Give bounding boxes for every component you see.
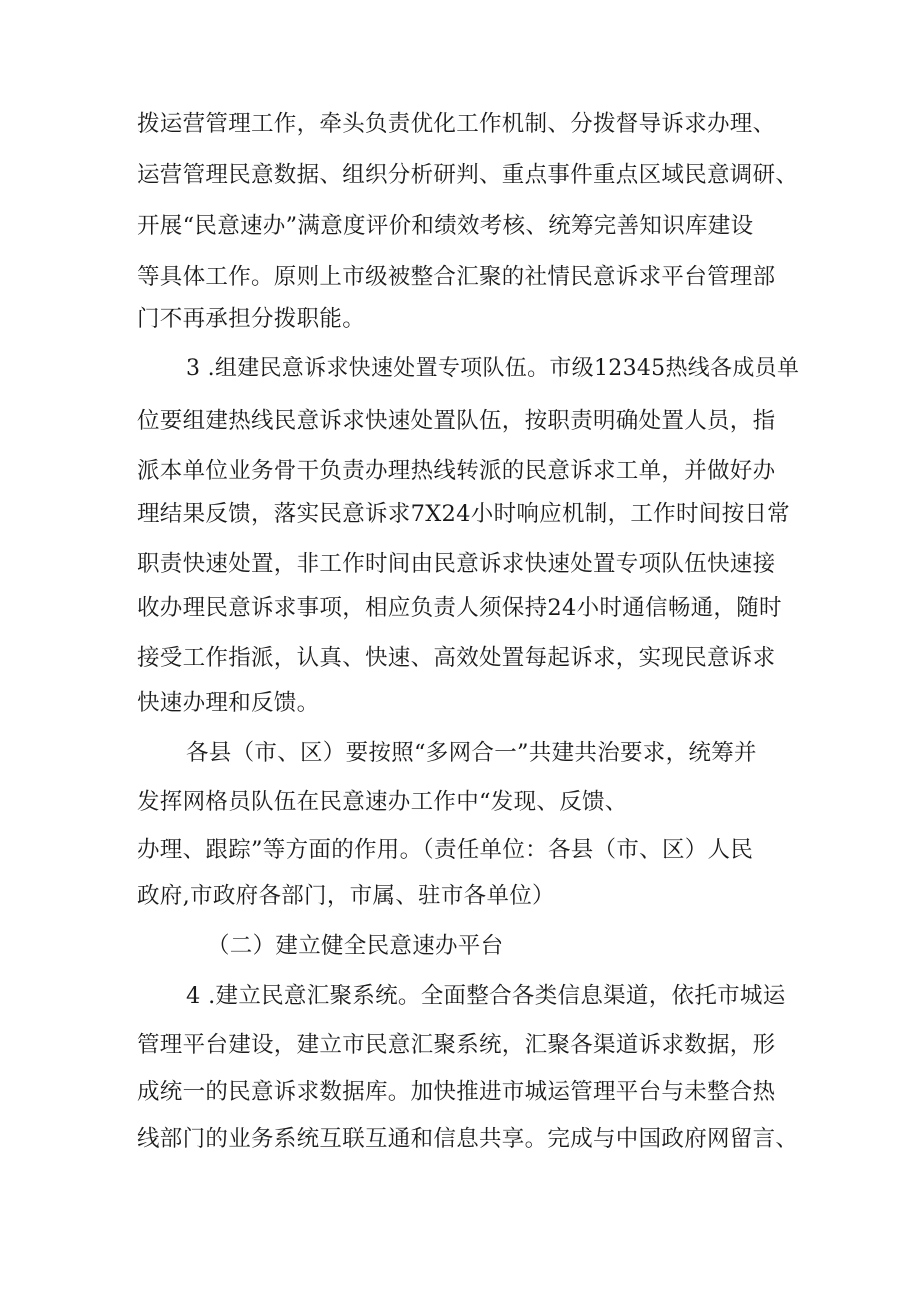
paragraph-line: 派本单位业务骨干负责办理热线转派的民意诉求工单，并做好办 xyxy=(137,458,776,484)
paragraph-line: 门不再承担分拨职能。 xyxy=(137,306,366,332)
paragraph-line: 接受工作指派，认真、快速、高效处置每起诉求，实现民意诉求 xyxy=(137,645,776,671)
paragraph-line: 拨运营管理工作，牵头负责优化工作机制、分拨督导诉求办理、 xyxy=(137,111,776,137)
paragraph-line: 收办理民意诉求事项，相应负责人须保持24小时通信畅通，随时 xyxy=(137,595,782,621)
paragraph-line: 成统一的民意诉求数据库。加快推进市城运管理平台与未整合热 xyxy=(137,1079,776,1105)
paragraph-line: 4 .建立民意汇聚系统。全面整合各类信息渠道，依托市城运 xyxy=(186,983,786,1009)
paragraph-line: 3 .组建民意诉求快速处置专项队伍。市级12345热线各成员单 xyxy=(186,356,800,381)
paragraph-line: 发挥网格员队伍在民意速办工作中“发现、反馈、 xyxy=(137,789,628,815)
paragraph-line: 线部门的业务系统互联互通和信息共享。完成与中国政府网留言、 xyxy=(137,1126,799,1152)
paragraph-line: 位要组建热线民意诉求快速处置队伍，按职责明确处置人员，指 xyxy=(137,408,776,434)
paragraph-line: 运营管理民意数据、组织分析研判、重点事件重点区域民意调研、 xyxy=(137,162,799,188)
paragraph-line: 开展“民意速办”满意度评价和绩效考核、统筹完善知识库建设 xyxy=(137,213,754,239)
section-heading: （二）建立健全民意速办平台 xyxy=(207,933,504,959)
paragraph-line: 快速办理和反馈。 xyxy=(137,690,320,716)
paragraph-line: 职责快速处置，非工作时间由民意诉求快速处置专项队伍快速接 xyxy=(137,551,776,577)
paragraph-line: 管理平台建设，建立市民意汇聚系统，汇聚各渠道诉求数据，形 xyxy=(137,1032,776,1058)
paragraph-line: 办理、跟踪”等方面的作用。（责任单位：各县（市、区）人民 xyxy=(137,837,754,863)
paragraph-line: 理结果反馈，落实民意诉求7X24小时响应机制，工作时间按日常 xyxy=(137,501,790,527)
paragraph-line: 政府,市政府各部门，市属、驻市各单位） xyxy=(137,883,555,909)
paragraph-line: 等具体工作。原则上市级被整合汇聚的社情民意诉求平台管理部 xyxy=(137,264,776,290)
paragraph-line: 各县（市、区）要按照“多网合一”共建共治要求，统筹并 xyxy=(186,740,757,766)
